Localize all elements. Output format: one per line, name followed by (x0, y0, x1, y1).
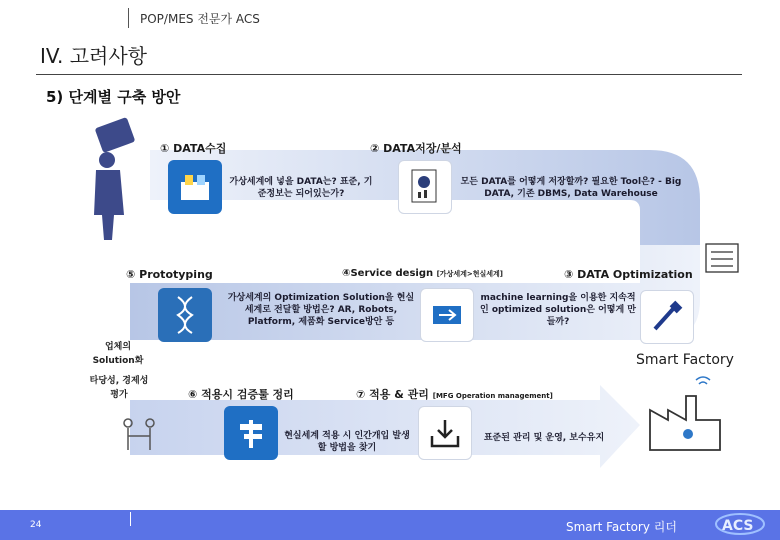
document-chart-icon (408, 168, 442, 206)
step-7-label: ⑦ 적용 & 관리 [MFG Operation management] (356, 388, 553, 401)
step-1-icon-box (168, 160, 222, 214)
step-4-description: 가상세계의 Optimization Solution을 현실세계로 전달할 방법은? AR, Robots, Platform, 제품화 Service방안 등 (227, 293, 415, 327)
download-tray-icon (428, 416, 462, 450)
step-2-icon-box (398, 160, 452, 214)
signpost-icon (234, 416, 268, 450)
step-7-icon-box (418, 406, 472, 460)
step-4-label: ④Service design [가상세계>현실세계] (342, 268, 503, 279)
checklist-icon (706, 244, 738, 272)
step-5-icon-box (158, 288, 212, 342)
step-5-label: ⑤ Prototyping (126, 268, 213, 281)
step-3-description: machine learning을 이용한 지속적인 optimized solution은 어떻게 만들까? (480, 293, 636, 327)
step-2-description: 모든 DATA를 어떻게 저장할까? 필요한 Tool은? - Big DATA, 기존 DBMS, Data Warehouse (460, 177, 682, 199)
step-7-description: 표준된 관리 및 운영, 보수유지 (483, 433, 605, 443)
step-1-label: ① DATA수집 (160, 142, 227, 155)
wifi-icon (696, 377, 710, 384)
acs-logo-mark (712, 504, 768, 538)
message-transfer-icon (429, 298, 465, 332)
footer-brand: Smart Factory 리더 (566, 520, 677, 534)
step-5-side-text-2: 타당성, 경제성 평가 (89, 376, 149, 400)
section-title: IV. 고려사항 (40, 44, 147, 68)
step-6-description: 현실세계 적용 시 인간개입 발생할 방법을 찾기 (284, 431, 410, 453)
step-5-side-text-1: 업체의 Solution화 (92, 342, 144, 366)
section-subtitle: 5) 단계별 구축 방안 (46, 88, 181, 106)
smart-factory-label: Smart Factory (636, 352, 734, 368)
header-title: POP/MES 전문가 ACS (140, 12, 260, 26)
step-2-label: ② DATA저장/분석 (370, 142, 462, 155)
brush-tool-icon (649, 299, 685, 335)
data-collect-icon (177, 172, 213, 202)
factory-icon (650, 396, 720, 450)
step-3-icon-box (640, 290, 694, 344)
step-3-label: ③ DATA Optimization (564, 268, 693, 281)
step-6-icon-box (224, 406, 278, 460)
page-number: 24 (30, 520, 42, 530)
footer-divider (130, 512, 131, 526)
svg-text:ACS: ACS (722, 518, 754, 534)
dna-icon (170, 295, 200, 335)
gear-icon (683, 429, 693, 439)
person-carrying-box-icon (94, 117, 135, 240)
step-1-description: 가상세계에 넣을 DATA는? 표준, 기준정보는 되어있는가? (229, 177, 373, 199)
step-4-icon-box (420, 288, 474, 342)
step-6-label: ⑥ 적용시 검증툴 정리 (188, 388, 294, 401)
acs-logo (712, 504, 768, 538)
